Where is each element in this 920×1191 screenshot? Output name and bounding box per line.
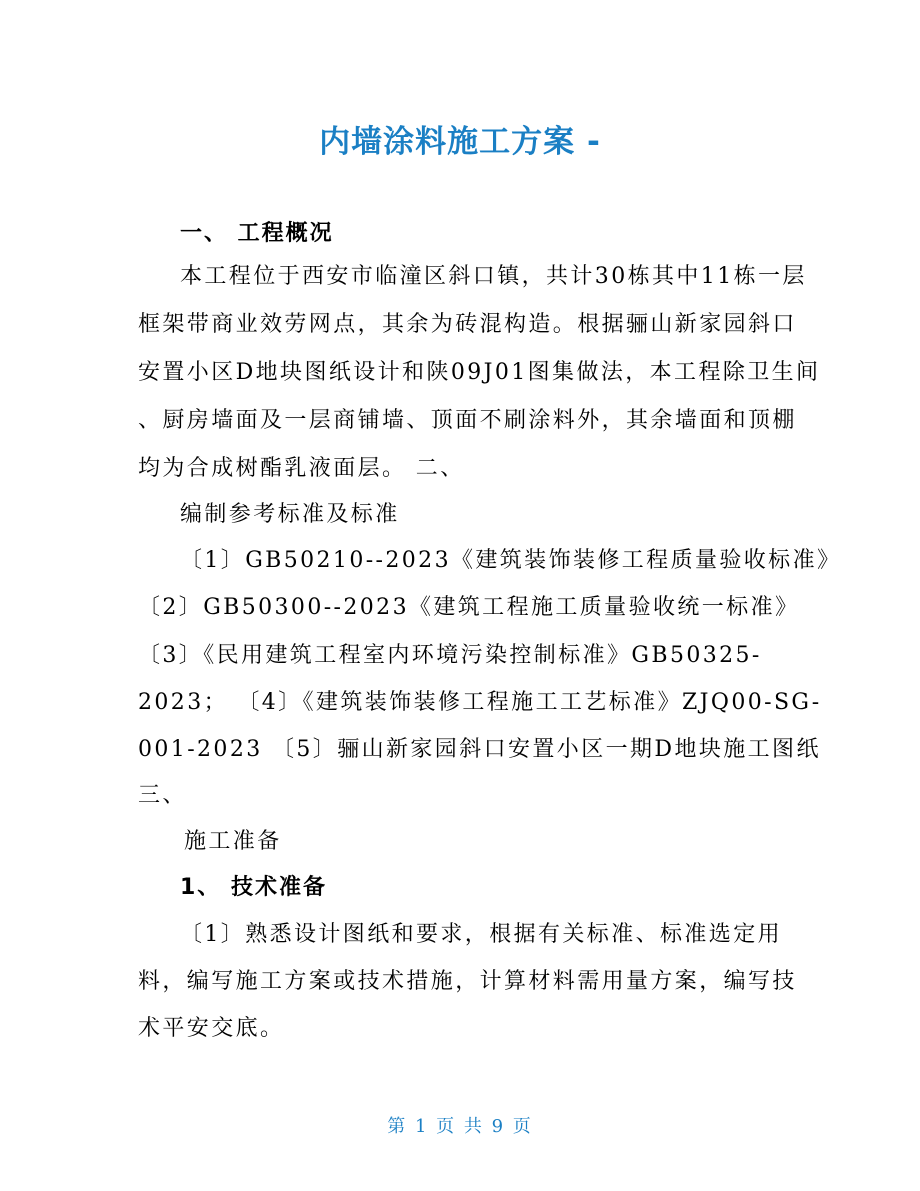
standard-item: 〔2〕GB50300--2023《建筑工程施工质量验收统一标准》 <box>138 595 800 620</box>
page-footer: 第 1 页 共 9 页 <box>387 1116 533 1137</box>
section-heading-preparation: 施工准备 <box>184 829 282 854</box>
paragraph-line: 框架带商业效劳网点，其余为砖混构造。根据骊山新家园斜口 <box>138 312 797 337</box>
subsection-heading-technical: 1、 技术准备 <box>180 875 327 900</box>
paragraph-line: 术平安交底。 <box>138 1016 285 1041</box>
paragraph-line: 本工程位于西安市临潼区斜口镇，共计30栋其中11栋一层 <box>180 264 807 289</box>
section-heading-standards: 编制参考标准及标准 <box>180 502 400 527</box>
paragraph-line: 安置小区D地块图纸设计和陕09J01图集做法，本工程除卫生间 <box>138 360 821 385</box>
section-heading-overview: 一、 工程概况 <box>180 221 334 246</box>
paragraph-line: 、厨房墙面及一层商铺墙、顶面不刷涂料外，其余墙面和顶棚 <box>138 408 797 433</box>
document-title: 内墙涂料施工方案 - <box>319 124 601 160</box>
paragraph-line: 均为合成树酯乳液面层。 二、 <box>138 456 465 481</box>
paragraph-line: 〔1〕熟悉设计图纸和要求，根据有关标准、标准选定用 <box>180 922 782 947</box>
standard-item: 〔3〕《民用建筑工程室内环境污染控制标准》GB50325- <box>138 643 762 668</box>
paragraph-line: 料，编写施工方案或技术措施，计算材料需用量方案，编写技 <box>138 969 797 994</box>
standard-item: 001-2023 〔5〕骊山新家园斜口安置小区一期D地块施工图纸 <box>138 737 821 762</box>
standard-item: 2023； 〔4〕《建筑装饰装修工程施工工艺标准》ZJQ00-SG- <box>138 690 822 715</box>
section-number: 三、 <box>138 783 187 808</box>
standard-item: 〔1〕GB50210--2023《建筑装饰装修工程质量验收标准》 <box>180 548 842 573</box>
